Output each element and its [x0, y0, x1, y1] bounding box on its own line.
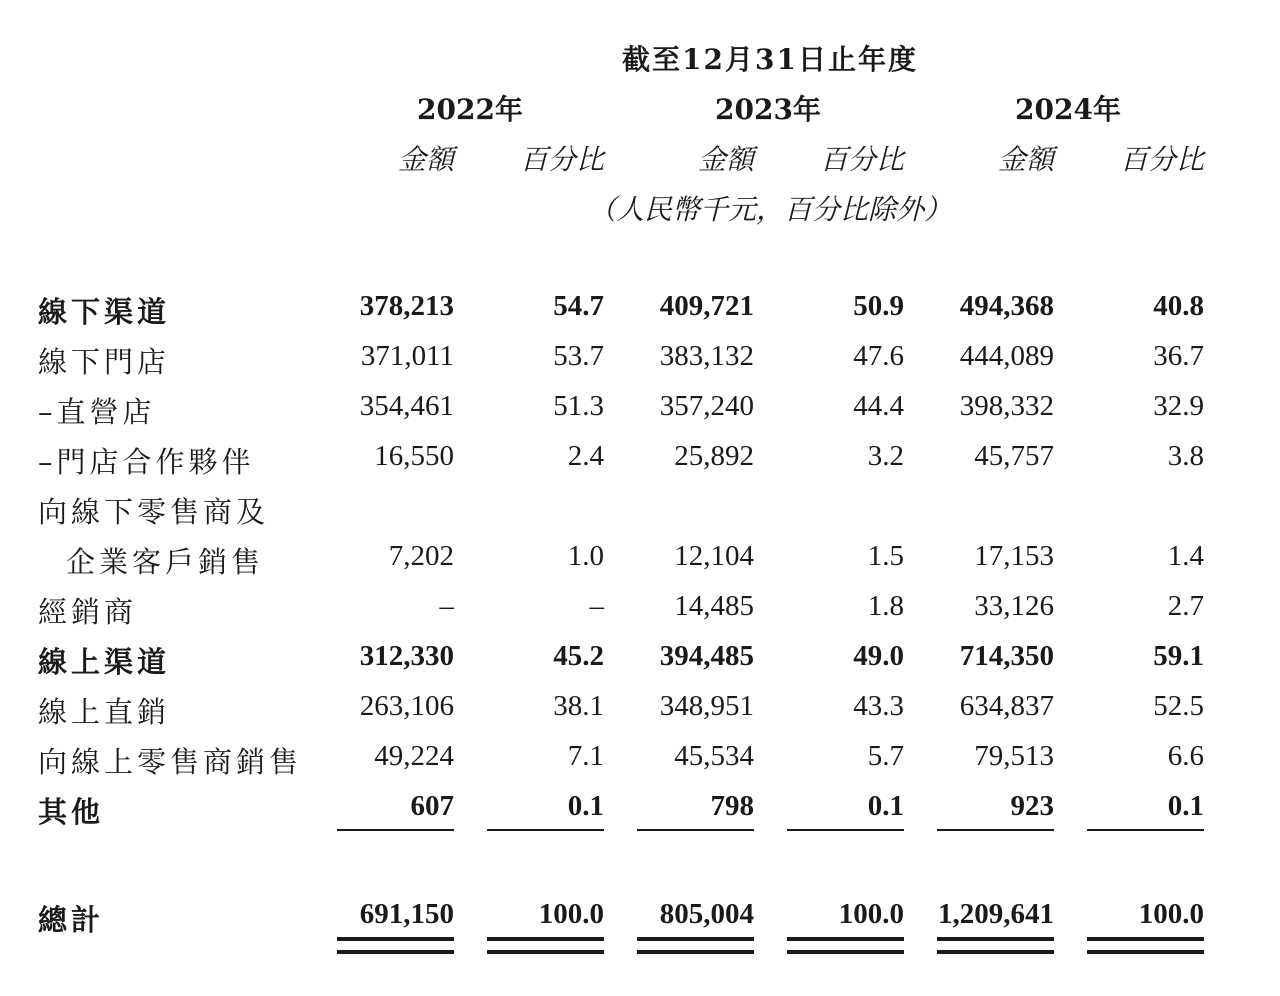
- amount-cell: 383,132: [659, 340, 754, 372]
- percent-cell: 44.4: [853, 390, 904, 422]
- total-value: 100.0: [838, 898, 904, 930]
- percent-cell: 52.5: [1153, 690, 1204, 722]
- row-label: –直營店: [38, 395, 156, 429]
- percent-cell: 1.8: [867, 590, 904, 622]
- percent-cell: 50.9: [853, 290, 904, 322]
- percent-cell: 45.2: [553, 640, 604, 672]
- table-row: [0, 690, 1280, 740]
- total-value: 100.0: [538, 898, 604, 930]
- percent-cell: 36.7: [1153, 340, 1204, 372]
- total-double-rule: [337, 937, 454, 954]
- amount-cell: 14,485: [674, 590, 754, 622]
- amount-header-2022: 金額: [397, 143, 454, 176]
- percent-cell: 3.8: [1167, 440, 1204, 472]
- percent-cell: 0.1: [1167, 790, 1204, 822]
- amount-cell: 312,330: [359, 640, 454, 672]
- total-value: 691,150: [359, 898, 454, 930]
- percent-cell: 53.7: [553, 340, 604, 372]
- row-label: 其他: [38, 795, 105, 829]
- total-double-rule: [1087, 937, 1204, 954]
- percent-header-2022: 百分比: [519, 143, 604, 176]
- amount-cell: 409,721: [659, 290, 754, 322]
- percent-cell: 47.6: [853, 340, 904, 372]
- percent-cell: 6.6: [1167, 740, 1204, 772]
- amount-cell: 263,106: [359, 690, 454, 722]
- table-period-header: 截至12月31日止年度: [622, 43, 918, 76]
- total-double-rule: [637, 937, 754, 954]
- row-label: 線上直銷: [38, 695, 171, 729]
- subtotal-rule: [937, 829, 1054, 831]
- amount-cell: 348,951: [659, 690, 754, 722]
- table-row: [0, 340, 1280, 390]
- subtotal-rule: [637, 829, 754, 831]
- percent-cell: 54.7: [553, 290, 604, 322]
- amount-cell: 79,513: [974, 740, 1054, 772]
- table-row: [0, 790, 1280, 840]
- table-row: [0, 390, 1280, 440]
- amount-cell: 607: [410, 790, 454, 822]
- percent-cell: 49.0: [853, 640, 904, 672]
- table-row: [0, 590, 1280, 640]
- row-label: 線上渠道: [38, 645, 171, 679]
- row-label: 向線上零售商銷售: [38, 745, 303, 779]
- amount-cell: 49,224: [374, 740, 454, 772]
- percent-cell: 0.1: [567, 790, 604, 822]
- subtotal-rule: [487, 829, 604, 831]
- total-value: 1,209,641: [938, 898, 1054, 930]
- percent-cell: –: [589, 590, 604, 622]
- year-header-2022: 2022年: [417, 93, 523, 126]
- amount-cell: 16,550: [374, 440, 454, 472]
- subtotal-rule: [787, 829, 904, 831]
- amount-header-2024: 金額: [997, 143, 1054, 176]
- amount-cell: 494,368: [959, 290, 1054, 322]
- amount-cell: 714,350: [959, 640, 1054, 672]
- percent-cell: 0.1: [867, 790, 904, 822]
- amount-cell: 12,104: [674, 540, 754, 572]
- row-label: 線下渠道: [38, 295, 171, 329]
- subtotal-rule: [1087, 829, 1204, 831]
- amount-cell: 378,213: [359, 290, 454, 322]
- amount-cell: 45,534: [674, 740, 754, 772]
- percent-cell: 38.1: [553, 690, 604, 722]
- percent-cell: 43.3: [853, 690, 904, 722]
- row-label: 經銷商: [38, 595, 138, 629]
- percent-header-2024: 百分比: [1119, 143, 1204, 176]
- percent-cell: 2.4: [567, 440, 604, 472]
- table-row: [0, 290, 1280, 340]
- amount-cell: 25,892: [674, 440, 754, 472]
- subtotal-rule: [337, 829, 454, 831]
- amount-cell: –: [439, 590, 454, 622]
- amount-cell: 798: [710, 790, 754, 822]
- amount-header-2023: 金額: [697, 143, 754, 176]
- total-double-rule: [937, 937, 1054, 954]
- percent-cell: 2.7: [1167, 590, 1204, 622]
- percent-cell: 7.1: [567, 740, 604, 772]
- percent-cell: 1.4: [1167, 540, 1204, 572]
- total-value: 805,004: [659, 898, 754, 930]
- amount-cell: 354,461: [359, 390, 454, 422]
- amount-cell: 45,757: [974, 440, 1054, 472]
- total-double-rule: [787, 937, 904, 954]
- table-row: [0, 740, 1280, 790]
- row-label: 企業客戶銷售: [66, 545, 265, 579]
- table-row: [0, 490, 1280, 540]
- amount-cell: 7,202: [388, 540, 454, 572]
- total-label: 總計: [38, 903, 105, 937]
- percent-cell: 32.9: [1153, 390, 1204, 422]
- table-row: [0, 640, 1280, 690]
- percent-cell: 1.0: [567, 540, 604, 572]
- table-row: [0, 440, 1280, 490]
- unit-note: （人民幣千元，百分比除外）: [587, 193, 952, 226]
- amount-cell: 394,485: [659, 640, 754, 672]
- amount-cell: 357,240: [659, 390, 754, 422]
- amount-cell: 398,332: [959, 390, 1054, 422]
- percent-header-2023: 百分比: [819, 143, 904, 176]
- percent-cell: 59.1: [1153, 640, 1204, 672]
- row-label: 向線下零售商及: [38, 495, 270, 529]
- total-value: 100.0: [1138, 898, 1204, 930]
- amount-cell: 923: [1010, 790, 1054, 822]
- total-double-rule: [487, 937, 604, 954]
- table-row: [0, 540, 1280, 590]
- row-label: 線下門店: [38, 345, 171, 379]
- year-header-2023: 2023年: [715, 93, 821, 126]
- amount-cell: 33,126: [974, 590, 1054, 622]
- amount-cell: 17,153: [974, 540, 1054, 572]
- year-header-2024: 2024年: [1015, 93, 1121, 126]
- row-label: –門店合作夥伴: [38, 445, 255, 479]
- percent-cell: 3.2: [867, 440, 904, 472]
- percent-cell: 1.5: [867, 540, 904, 572]
- amount-cell: 444,089: [959, 340, 1054, 372]
- amount-cell: 634,837: [959, 690, 1054, 722]
- percent-cell: 5.7: [867, 740, 904, 772]
- amount-cell: 371,011: [360, 340, 454, 372]
- percent-cell: 51.3: [553, 390, 604, 422]
- percent-cell: 40.8: [1153, 290, 1204, 322]
